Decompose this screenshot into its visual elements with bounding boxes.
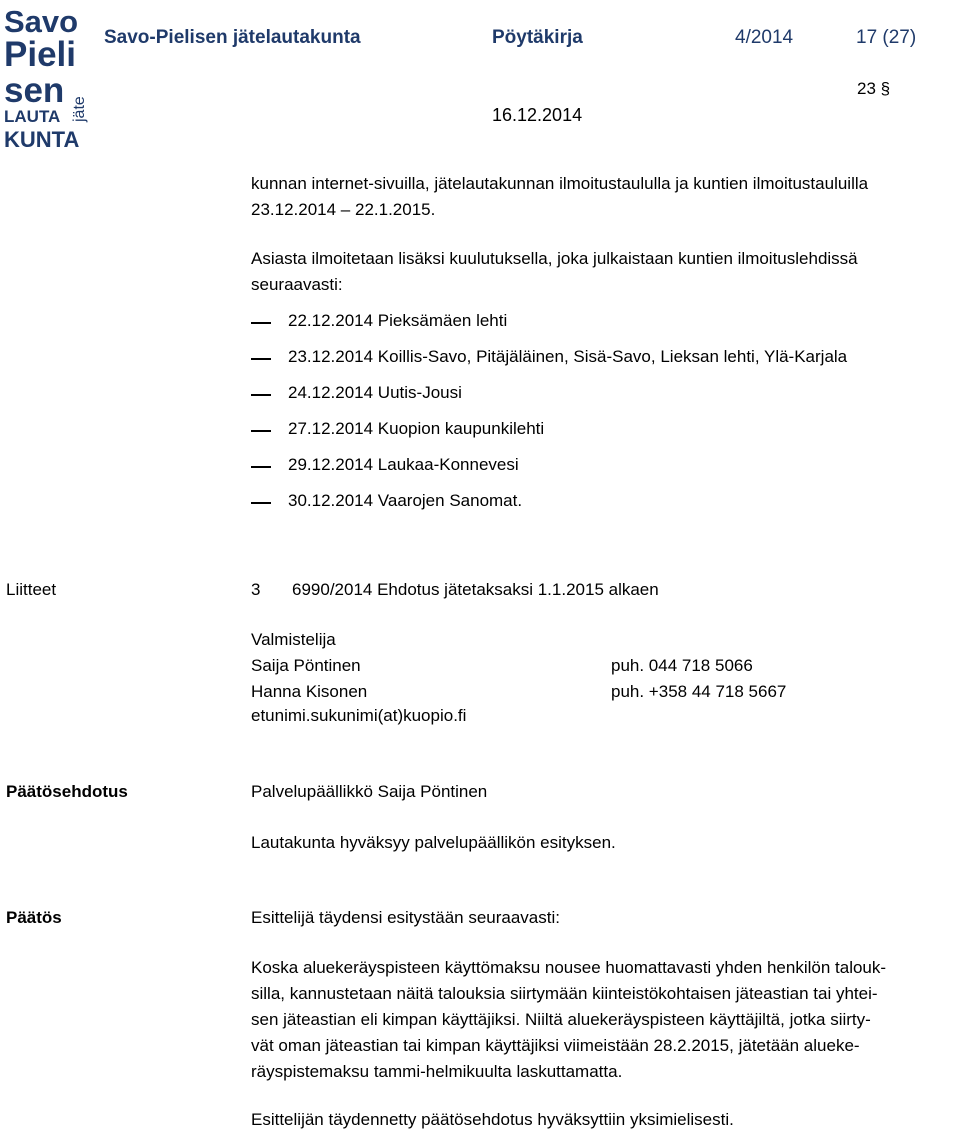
intro-line-2: 23.12.2014 – 22.1.2015. — [251, 200, 436, 219]
preparer-name: Hanna Kisonen — [251, 682, 368, 701]
list-item: 27.12.2014 Kuopion kaupunkilehti — [288, 419, 545, 438]
header-org-name: Savo-Pielisen jätelautakunta — [104, 27, 361, 48]
logo-word-savo: Savo — [4, 4, 79, 39]
attachment-number: 3 — [251, 580, 261, 599]
preparer-heading: Valmistelija — [251, 630, 336, 649]
logo-graphic — [4, 4, 94, 150]
attachments-label: Liitteet — [6, 580, 57, 599]
list-dash — [251, 322, 271, 324]
logo-word-pieli: Pieli — [4, 35, 76, 74]
list-dash — [251, 430, 271, 432]
meeting-date: 16.12.2014 — [492, 105, 583, 125]
paragraph-line: vät oman jäteastian tai kimpan käyttäjiksi viimeistään 28.2.2015, jätetään alueke- — [251, 1036, 860, 1055]
decision-intro: Esittelijä täydensi esitystään seuraavasti: — [251, 908, 560, 927]
list-dash — [251, 358, 271, 360]
logo-word-lauta: LAUTA — [4, 107, 61, 126]
section-number: 23 § — [857, 79, 891, 98]
paragraph-line: sen jäteastian eli kimpan käyttäjiksi. Niiltä aluekeräyspisteen käyttäjiltä, jotka siirty- — [251, 1010, 871, 1029]
announce-line-2: seuraavasti: — [251, 275, 343, 294]
logo-word-jate: jäte — [71, 96, 88, 122]
header-doc-type: Pöytäkirja — [492, 27, 583, 48]
paragraph-line: Koska aluekeräyspisteen käyttömaksu nousee huomattavasti yhden henkilön talouk- — [251, 958, 887, 977]
preparer-name: Saija Pöntinen — [251, 656, 361, 675]
list-dash — [251, 502, 271, 504]
logo-word-sen: sen — [4, 71, 65, 110]
preparer-phone: puh. 044 718 5066 — [611, 656, 753, 675]
proposal-label: Päätösehdotus — [6, 782, 128, 801]
decision-final: Esittelijän täydennetty päätösehdotus hyväksyttiin yksimielisesti. — [251, 1110, 734, 1129]
logo-word-kunta: KUNTA — [4, 127, 80, 150]
paragraph-line: räyspistemaksu tammi-helmikuulta laskuttamatta. — [251, 1062, 623, 1081]
proposal-presenter: Palvelupäällikkö Saija Pöntinen — [251, 782, 488, 801]
decision-label: Päätös — [6, 908, 62, 927]
paragraph-line: silla, kannustetaan näitä talouksia siirtymään kiinteistökohtaisen jäteastian tai yhtei- — [251, 984, 878, 1003]
list-item: 24.12.2014 Uutis-Jousi — [288, 383, 462, 402]
preparer-phone: puh. +358 44 718 5667 — [611, 682, 787, 701]
preparer-email: etunimi.sukunimi(at)kuopio.fi — [251, 706, 467, 725]
list-item: 23.12.2014 Koillis-Savo, Pitäjäläinen, Sisä-Savo, Lieksan lehti, Ylä-Karjala — [288, 347, 848, 366]
proposal-text: Lautakunta hyväksyy palvelupäällikön esityksen. — [251, 833, 616, 852]
list-item: 22.12.2014 Pieksämäen lehti — [288, 311, 508, 330]
list-item: 30.12.2014 Vaarojen Sanomat. — [288, 491, 523, 510]
list-dash — [251, 466, 271, 468]
header-doc-number: 4/2014 — [735, 27, 794, 48]
header-page-number: 17 (27) — [856, 27, 917, 48]
list-dash — [251, 394, 271, 396]
organization-logo — [4, 4, 94, 150]
attachment-title: 6990/2014 Ehdotus jätetaksaksi 1.1.2015 alkaen — [292, 580, 659, 599]
announce-line-1: Asiasta ilmoitetaan lisäksi kuulutuksella, joka julkaistaan kuntien ilmoituslehdissä — [251, 249, 858, 268]
intro-line-1: kunnan internet-sivuilla, jätelautakunnan ilmoitustaululla ja kuntien ilmoitustauluilla — [251, 174, 869, 193]
list-item: 29.12.2014 Laukaa-Konnevesi — [288, 455, 519, 474]
